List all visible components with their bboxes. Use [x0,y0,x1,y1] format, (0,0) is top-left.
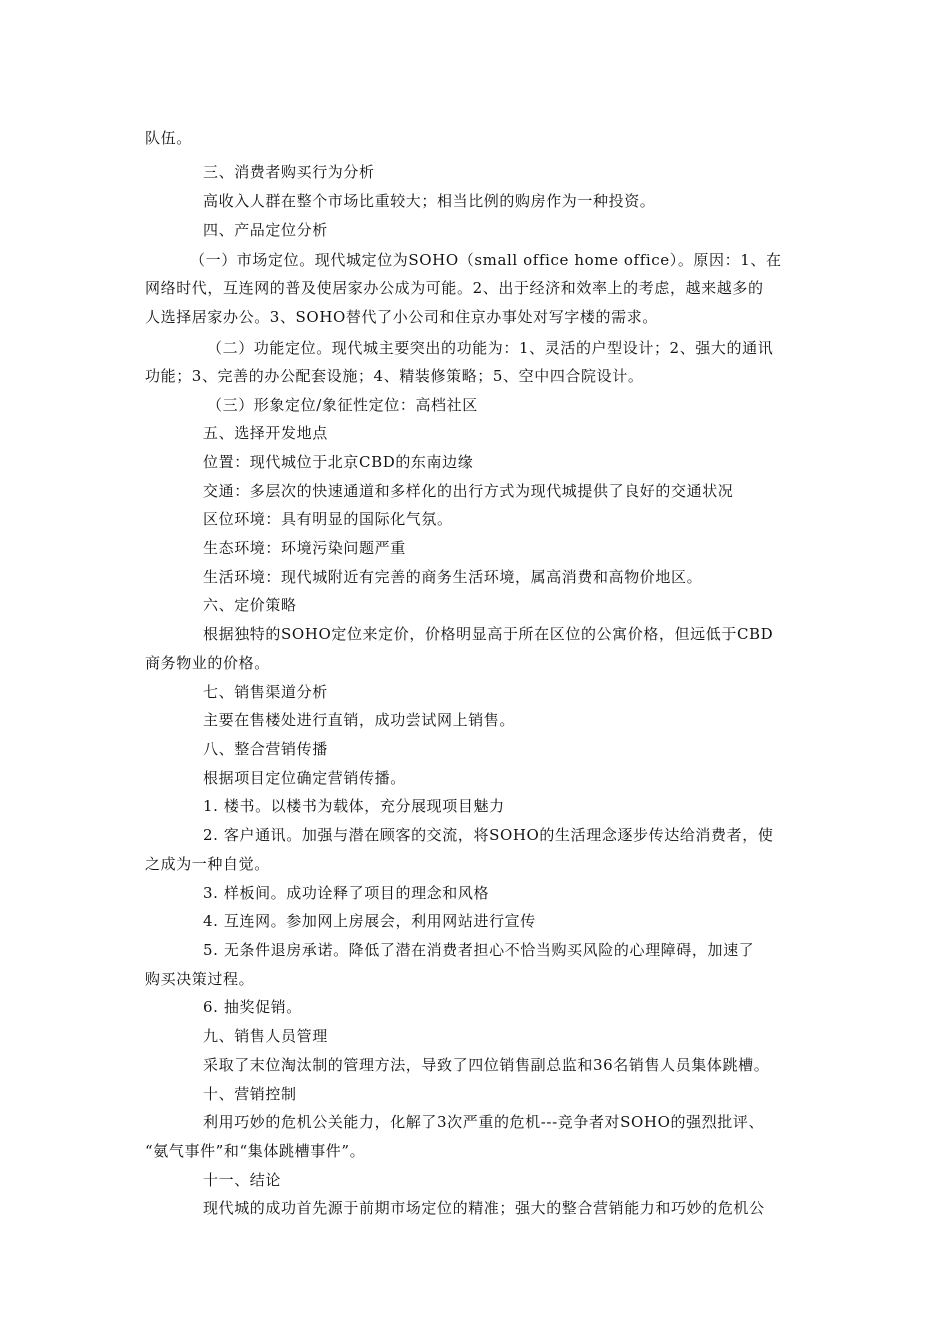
text-line: 区位环境：具有明显的国际化气氛。 [203,510,453,528]
section-heading: 九、销售人员管理 [203,1027,328,1045]
text-line: 主要在售楼处进行直销，成功尝试网上销售。 [203,711,516,729]
section-heading: 七、销售渠道分析 [203,683,328,701]
section-heading: 十、营销控制 [203,1085,297,1103]
text-line: 生态环境：环境污染问题严重 [203,539,406,557]
section-heading: 三、消费者购买行为分析 [203,163,375,181]
list-item: 4. 互连网。参加网上房展会，利用网站进行宣传 [203,912,536,930]
text-line: 利用巧妙的危机公关能力，化解了3次严重的危机---竞争者对SOHO的强烈批评、 [203,1113,765,1131]
list-item: 6. 抽奖促销。 [203,998,302,1016]
text-line: 功能；3、完善的办公配套设施；4、精装修策略；5、空中四合院设计。 [145,367,644,385]
text-line: 根据项目定位确定营销传播。 [203,769,406,787]
text-line: 采取了末位淘汰制的管理方法，导致了四位销售副总监和36名销售人员集体跳槽。 [203,1056,770,1074]
text-line: 购买决策过程。 [145,970,255,988]
text-line: 位置：现代城位于北京CBD的东南边缘 [203,453,474,471]
list-item: 3. 样板间。成功诠释了项目的理念和风格 [203,884,490,902]
text-line: 根据独特的SOHO定位来定价，价格明显高于所在区位的公寓价格，但远低于CBD [203,625,774,643]
text-line: 网络时代，互连网的普及使居家办公成为可能。2、出于经济和效率上的考虑，越来越多的 [145,279,764,297]
text-line: （三）形象定位/象征性定位：高档社区 [207,396,478,414]
list-item: 2. 客户通讯。加强与潜在顾客的交流，将SOHO的生活理念逐步传达给消费者，使 [203,826,774,844]
list-item: 1. 楼书。以楼书为载体，充分展现项目魅力 [203,797,505,815]
text-line: 商务物业的价格。 [145,654,270,672]
section-heading: 四、产品定位分析 [203,221,328,239]
text-line: 生活环境：现代城附近有完善的商务生活环境，属高消费和高物价地区。 [203,568,703,586]
section-heading: 五、选择开发地点 [203,424,328,442]
text-line: 队伍。 [145,129,192,147]
text-line: （二）功能定位。现代城主要突出的功能为：1、灵活的户型设计；2、强大的通讯 [207,339,774,357]
text-line: “氨气事件”和“集体跳槽事件”。 [145,1142,366,1160]
text-line: （一）市场定位。现代城定位为SOHO（small office home office）。原因：1、在 [190,251,782,269]
text-line: 现代城的成功首先源于前期市场定位的精准；强大的整合营销能力和巧妙的危机公 [203,1199,765,1217]
text-line: 之成为一种自觉。 [145,855,270,873]
section-heading: 八、整合营销传播 [203,740,328,758]
text-line: 交通：多层次的快速通道和多样化的出行方式为现代城提供了良好的交通状况 [203,482,734,500]
text-line: 高收入人群在整个市场比重较大；相当比例的购房作为一种投资。 [203,192,656,210]
text-line: 人选择居家办公。3、SOHO替代了小公司和住京办事处对写字楼的需求。 [145,308,658,326]
list-item: 5. 无条件退房承诺。降低了潜在消费者担心不恰当购买风险的心理障碍，加速了 [203,941,755,959]
section-heading: 六、定价策略 [203,596,297,614]
section-heading: 十一、结论 [203,1171,282,1189]
